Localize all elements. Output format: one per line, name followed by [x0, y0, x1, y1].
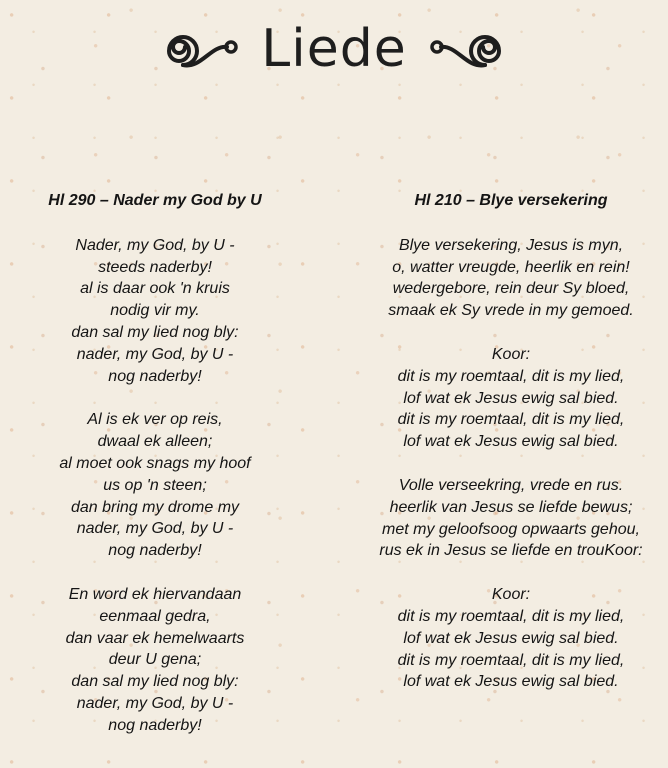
- lyric-line: nodig vir my.: [110, 302, 200, 320]
- title-row: [0, 14, 668, 84]
- swirl-ornament-right-icon: [427, 25, 507, 73]
- lyric-line: Koor:: [491, 586, 531, 604]
- hymn-title: Hl 210 – Blye versekering: [414, 192, 608, 209]
- stanza: [5, 584, 305, 737]
- lyric-line: dit is my roemtaal, dit is my lied,: [397, 367, 625, 385]
- lyric-line: nog naderby!: [108, 716, 202, 734]
- lyric-line: nader, my God, by U -: [76, 345, 234, 363]
- lyric-line: dan bring my drome my: [70, 498, 240, 516]
- lyric-line: eenmaal gedra,: [99, 607, 211, 625]
- lyric-line: nader, my God, by U -: [76, 520, 234, 538]
- lyric-line: Volle verseekring, vrede en rus.: [398, 476, 624, 494]
- lyric-line: heerlik van Jesus se liefde bewus;: [389, 498, 633, 516]
- lyric-line: dan sal my lied nog bly:: [71, 323, 239, 341]
- stanza: [356, 475, 666, 562]
- lyric-line: En word ek hiervandaan: [68, 585, 242, 603]
- stanza: [5, 235, 305, 388]
- lyric-line: Koor:: [491, 345, 531, 363]
- stanza: [356, 235, 666, 322]
- swirl-ornament-left-icon: [161, 25, 241, 73]
- lyric-line: deur U gena;: [108, 651, 202, 669]
- lyric-line: lof wat ek Jesus ewig sal bied.: [403, 433, 619, 451]
- lyric-line: lof wat ek Jesus ewig sal bied.: [403, 629, 619, 647]
- lyric-line: dit is my roemtaal, dit is my lied,: [397, 651, 625, 669]
- lyric-line: nog naderby!: [108, 542, 202, 560]
- lyric-line: Al is ek ver op reis,: [87, 411, 223, 429]
- page-title: Liede: [261, 19, 407, 79]
- stanza: [5, 409, 305, 562]
- lyric-line: nader, my God, by U -: [76, 694, 234, 712]
- lyric-line: us op 'n steen;: [103, 476, 207, 494]
- lyric-line: Blye versekering, Jesus is myn,: [398, 236, 624, 254]
- lyric-line: smaak ek Sy vrede in my gemoed.: [388, 302, 634, 320]
- lyric-line: steeds naderby!: [98, 258, 212, 276]
- lyric-line: lof wat ek Jesus ewig sal bied.: [403, 673, 619, 691]
- stanza: [356, 344, 666, 453]
- lyric-line: al moet ook snags my hoof: [59, 454, 251, 472]
- stanza: [356, 584, 666, 693]
- lyric-line: Nader, my God, by U -: [75, 236, 235, 254]
- lyric-line: dan sal my lied nog bly:: [71, 673, 239, 691]
- lyric-line: lof wat ek Jesus ewig sal bied.: [403, 389, 619, 407]
- hymn-column-right: [356, 190, 666, 715]
- lyric-line: dan vaar ek hemelwaarts: [65, 629, 245, 647]
- lyric-line: dwaal ek alleen;: [97, 433, 213, 451]
- lyric-line: met my geloofsoog opwaarts gehou,: [382, 520, 640, 538]
- hymn-column-left: [5, 190, 305, 759]
- hymn-title: Hl 290 – Nader my God by U: [48, 192, 262, 209]
- lyric-line: al is daar ook 'n kruis: [80, 280, 230, 298]
- lyric-line: o, watter vreugde, heerlik en rein!: [392, 258, 630, 276]
- lyric-line: wedergebore, rein deur Sy bloed,: [392, 280, 630, 298]
- lyric-line: nog naderby!: [108, 367, 202, 385]
- lyric-line: dit is my roemtaal, dit is my lied,: [397, 411, 625, 429]
- lyric-line: rus ek in Jesus se liefde en trouKoor:: [379, 542, 643, 560]
- lyric-line: dit is my roemtaal, dit is my lied,: [397, 607, 625, 625]
